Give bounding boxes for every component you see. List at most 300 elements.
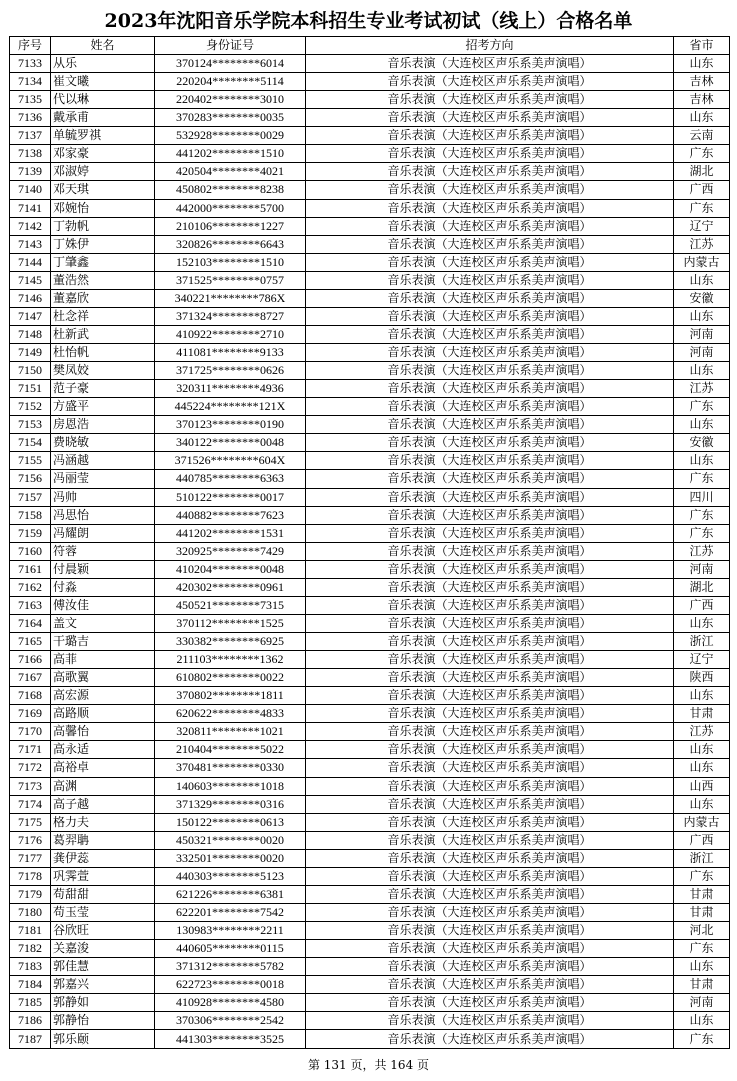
province-cell: 广东 <box>674 524 730 542</box>
name-cell: 费晓敏 <box>51 434 155 452</box>
name-cell: 关嘉浚 <box>51 940 155 958</box>
province-cell: 内蒙古 <box>674 253 730 271</box>
name-cell: 苟玉莹 <box>51 903 155 921</box>
major-cell: 音乐表演（大连校区声乐系美声演唱） <box>306 253 674 271</box>
major-cell: 音乐表演（大连校区声乐系美声演唱） <box>306 1012 674 1030</box>
major-cell: 音乐表演（大连校区声乐系美声演唱） <box>306 163 674 181</box>
header-name: 姓名 <box>51 37 155 55</box>
serial-number-cell: 7170 <box>10 723 51 741</box>
serial-number-cell: 7174 <box>10 795 51 813</box>
province-cell: 江苏 <box>674 235 730 253</box>
serial-number-cell: 7160 <box>10 542 51 560</box>
serial-number-cell: 7150 <box>10 362 51 380</box>
name-cell: 格力夫 <box>51 813 155 831</box>
id-number-cell: 445224********121X <box>155 398 306 416</box>
province-cell: 浙江 <box>674 849 730 867</box>
serial-number-cell: 7180 <box>10 903 51 921</box>
name-cell: 董嘉欣 <box>51 289 155 307</box>
table-row <box>10 813 730 831</box>
table-row <box>10 235 730 253</box>
table-row <box>10 578 730 596</box>
id-number-cell: 411081********9133 <box>155 344 306 362</box>
major-cell: 音乐表演（大连校区声乐系美声演唱） <box>306 452 674 470</box>
major-cell: 音乐表演（大连校区声乐系美声演唱） <box>306 235 674 253</box>
table-row <box>10 253 730 271</box>
name-cell: 邓淑婷 <box>51 163 155 181</box>
table-row <box>10 452 730 470</box>
name-cell: 郭佳慧 <box>51 958 155 976</box>
id-number-cell: 420302********0961 <box>155 578 306 596</box>
name-cell: 谷欣旺 <box>51 922 155 940</box>
serial-number-cell: 7144 <box>10 253 51 271</box>
major-cell: 音乐表演（大连校区声乐系美声演唱） <box>306 903 674 921</box>
table-row <box>10 687 730 705</box>
serial-number-cell: 7187 <box>10 1030 51 1049</box>
id-number-cell: 622201********7542 <box>155 903 306 921</box>
table-row <box>10 651 730 669</box>
id-number-cell: 371312********5782 <box>155 958 306 976</box>
table-row <box>10 434 730 452</box>
serial-number-cell: 7149 <box>10 344 51 362</box>
table-row <box>10 524 730 542</box>
serial-number-cell: 7138 <box>10 145 51 163</box>
name-cell: 郭静如 <box>51 994 155 1012</box>
id-number-cell: 420504********4021 <box>155 163 306 181</box>
table-row <box>10 325 730 343</box>
serial-number-cell: 7161 <box>10 560 51 578</box>
serial-number-cell: 7176 <box>10 831 51 849</box>
major-cell: 音乐表演（大连校区声乐系美声演唱） <box>306 289 674 307</box>
major-cell: 音乐表演（大连校区声乐系美声演唱） <box>306 777 674 795</box>
id-number-cell: 130983********2211 <box>155 922 306 940</box>
serial-number-cell: 7168 <box>10 687 51 705</box>
major-cell: 音乐表演（大连校区声乐系美声演唱） <box>306 633 674 651</box>
province-cell: 安徽 <box>674 289 730 307</box>
serial-number-cell: 7159 <box>10 524 51 542</box>
serial-number-cell: 7153 <box>10 416 51 434</box>
id-number-cell: 320811********1021 <box>155 723 306 741</box>
serial-number-cell: 7183 <box>10 958 51 976</box>
id-number-cell: 510122********0017 <box>155 488 306 506</box>
serial-number-cell: 7152 <box>10 398 51 416</box>
admission-list-table <box>9 36 730 1049</box>
name-cell: 杜怡帆 <box>51 344 155 362</box>
major-cell: 音乐表演（大连校区声乐系美声演唱） <box>306 217 674 235</box>
name-cell: 高歌翼 <box>51 669 155 687</box>
name-cell: 从乐 <box>51 55 155 73</box>
table-row <box>10 705 730 723</box>
serial-number-cell: 7163 <box>10 596 51 614</box>
name-cell: 房恩浩 <box>51 416 155 434</box>
province-cell: 河南 <box>674 560 730 578</box>
name-cell: 高渊 <box>51 777 155 795</box>
major-cell: 音乐表演（大连校区声乐系美声演唱） <box>306 795 674 813</box>
major-cell: 音乐表演（大连校区声乐系美声演唱） <box>306 596 674 614</box>
province-cell: 内蒙古 <box>674 813 730 831</box>
id-number-cell: 370112********1525 <box>155 614 306 632</box>
table-row <box>10 795 730 813</box>
serial-number-cell: 7137 <box>10 127 51 145</box>
serial-number-cell: 7151 <box>10 380 51 398</box>
id-number-cell: 610802********0022 <box>155 669 306 687</box>
table-row <box>10 109 730 127</box>
id-number-cell: 330382********6925 <box>155 633 306 651</box>
id-number-cell: 140603********1018 <box>155 777 306 795</box>
name-cell: 傅汝佳 <box>51 596 155 614</box>
id-number-cell: 371725********0626 <box>155 362 306 380</box>
name-cell: 董浩然 <box>51 271 155 289</box>
serial-number-cell: 7154 <box>10 434 51 452</box>
header-serial-number: 序号 <box>10 37 51 55</box>
province-cell: 广东 <box>674 940 730 958</box>
serial-number-cell: 7166 <box>10 651 51 669</box>
table-row <box>10 1030 730 1049</box>
name-cell: 付淼 <box>51 578 155 596</box>
province-cell: 山东 <box>674 307 730 325</box>
province-cell: 广西 <box>674 831 730 849</box>
name-cell: 邓婉怡 <box>51 199 155 217</box>
id-number-cell: 441202********1531 <box>155 524 306 542</box>
major-cell: 音乐表演（大连校区声乐系美声演唱） <box>306 181 674 199</box>
table-row <box>10 289 730 307</box>
id-number-cell: 370481********0330 <box>155 759 306 777</box>
table-row <box>10 145 730 163</box>
major-cell: 音乐表演（大连校区声乐系美声演唱） <box>306 470 674 488</box>
name-cell: 丁肇鑫 <box>51 253 155 271</box>
id-number-cell: 152103********1510 <box>155 253 306 271</box>
major-cell: 音乐表演（大连校区声乐系美声演唱） <box>306 145 674 163</box>
major-cell: 音乐表演（大连校区声乐系美声演唱） <box>306 687 674 705</box>
name-cell: 郭乐颐 <box>51 1030 155 1049</box>
province-cell: 山东 <box>674 795 730 813</box>
name-cell: 邓天琪 <box>51 181 155 199</box>
name-cell: 高宏源 <box>51 687 155 705</box>
province-cell: 甘肃 <box>674 885 730 903</box>
serial-number-cell: 7172 <box>10 759 51 777</box>
id-number-cell: 370124********6014 <box>155 55 306 73</box>
major-cell: 音乐表演（大连校区声乐系美声演唱） <box>306 614 674 632</box>
major-cell: 音乐表演（大连校区声乐系美声演唱） <box>306 524 674 542</box>
province-cell: 浙江 <box>674 633 730 651</box>
major-cell: 音乐表演（大连校区声乐系美声演唱） <box>306 723 674 741</box>
province-cell: 吉林 <box>674 91 730 109</box>
serial-number-cell: 7147 <box>10 307 51 325</box>
table-header-row <box>10 37 730 55</box>
province-cell: 辽宁 <box>674 217 730 235</box>
id-number-cell: 210106********1227 <box>155 217 306 235</box>
major-cell: 音乐表演（大连校区声乐系美声演唱） <box>306 669 674 687</box>
table-row <box>10 560 730 578</box>
table-row <box>10 669 730 687</box>
id-number-cell: 370802********1811 <box>155 687 306 705</box>
id-number-cell: 440785********6363 <box>155 470 306 488</box>
table-row <box>10 362 730 380</box>
table-row <box>10 398 730 416</box>
id-number-cell: 370306********2542 <box>155 1012 306 1030</box>
province-cell: 山东 <box>674 271 730 289</box>
table-row <box>10 91 730 109</box>
id-number-cell: 441303********3525 <box>155 1030 306 1049</box>
major-cell: 音乐表演（大连校区声乐系美声演唱） <box>306 380 674 398</box>
name-cell: 高馨怡 <box>51 723 155 741</box>
name-cell: 高路顺 <box>51 705 155 723</box>
serial-number-cell: 7156 <box>10 470 51 488</box>
serial-number-cell: 7139 <box>10 163 51 181</box>
major-cell: 音乐表演（大连校区声乐系美声演唱） <box>306 362 674 380</box>
major-cell: 音乐表演（大连校区声乐系美声演唱） <box>306 813 674 831</box>
serial-number-cell: 7164 <box>10 614 51 632</box>
table-row <box>10 831 730 849</box>
serial-number-cell: 7179 <box>10 885 51 903</box>
major-cell: 音乐表演（大连校区声乐系美声演唱） <box>306 542 674 560</box>
serial-number-cell: 7178 <box>10 867 51 885</box>
id-number-cell: 150122********0613 <box>155 813 306 831</box>
province-cell: 山东 <box>674 362 730 380</box>
id-number-cell: 442000********5700 <box>155 199 306 217</box>
province-cell: 广东 <box>674 506 730 524</box>
serial-number-cell: 7171 <box>10 741 51 759</box>
table-row <box>10 488 730 506</box>
serial-number-cell: 7135 <box>10 91 51 109</box>
major-cell: 音乐表演（大连校区声乐系美声演唱） <box>306 741 674 759</box>
province-cell: 吉林 <box>674 73 730 91</box>
table-row <box>10 940 730 958</box>
name-cell: 高菲 <box>51 651 155 669</box>
major-cell: 音乐表演（大连校区声乐系美声演唱） <box>306 109 674 127</box>
name-cell: 杜新武 <box>51 325 155 343</box>
name-cell: 盖文 <box>51 614 155 632</box>
province-cell: 河北 <box>674 922 730 940</box>
name-cell: 崔文曦 <box>51 73 155 91</box>
name-cell: 巩霁萱 <box>51 867 155 885</box>
table-row <box>10 633 730 651</box>
table-row <box>10 994 730 1012</box>
serial-number-cell: 7145 <box>10 271 51 289</box>
major-cell: 音乐表演（大连校区声乐系美声演唱） <box>306 578 674 596</box>
header-province: 省市 <box>674 37 730 55</box>
major-cell: 音乐表演（大连校区声乐系美声演唱） <box>306 506 674 524</box>
id-number-cell: 620622********4833 <box>155 705 306 723</box>
province-cell: 陕西 <box>674 669 730 687</box>
name-cell: 丁姝伊 <box>51 235 155 253</box>
serial-number-cell: 7169 <box>10 705 51 723</box>
province-cell: 山东 <box>674 452 730 470</box>
province-cell: 广东 <box>674 199 730 217</box>
province-cell: 甘肃 <box>674 705 730 723</box>
serial-number-cell: 7186 <box>10 1012 51 1030</box>
id-number-cell: 332501********0020 <box>155 849 306 867</box>
id-number-cell: 371525********0757 <box>155 271 306 289</box>
serial-number-cell: 7155 <box>10 452 51 470</box>
table-row <box>10 741 730 759</box>
id-number-cell: 371329********0316 <box>155 795 306 813</box>
major-cell: 音乐表演（大连校区声乐系美声演唱） <box>306 434 674 452</box>
province-cell: 辽宁 <box>674 651 730 669</box>
table-row <box>10 380 730 398</box>
name-cell: 高子越 <box>51 795 155 813</box>
name-cell: 郭嘉兴 <box>51 976 155 994</box>
id-number-cell: 371324********8727 <box>155 307 306 325</box>
major-cell: 音乐表演（大连校区声乐系美声演唱） <box>306 325 674 343</box>
major-cell: 音乐表演（大连校区声乐系美声演唱） <box>306 344 674 362</box>
page-number-footer: 第 131 页，共 164 页 <box>307 1058 430 1072</box>
table-row <box>10 867 730 885</box>
serial-number-cell: 7146 <box>10 289 51 307</box>
major-cell: 音乐表演（大连校区声乐系美声演唱） <box>306 199 674 217</box>
name-cell: 樊凤姣 <box>51 362 155 380</box>
serial-number-cell: 7184 <box>10 976 51 994</box>
id-number-cell: 370123********0190 <box>155 416 306 434</box>
serial-number-cell: 7158 <box>10 506 51 524</box>
province-cell: 江苏 <box>674 542 730 560</box>
table-row <box>10 217 730 235</box>
id-number-cell: 410928********4580 <box>155 994 306 1012</box>
major-cell: 音乐表演（大连校区声乐系美声演唱） <box>306 994 674 1012</box>
table-row <box>10 759 730 777</box>
name-cell: 冯耀朗 <box>51 524 155 542</box>
id-number-cell: 410922********2710 <box>155 325 306 343</box>
major-cell: 音乐表演（大连校区声乐系美声演唱） <box>306 1030 674 1049</box>
name-cell: 高裕卓 <box>51 759 155 777</box>
major-cell: 音乐表演（大连校区声乐系美声演唱） <box>306 271 674 289</box>
name-cell: 龚伊蕊 <box>51 849 155 867</box>
major-cell: 音乐表演（大连校区声乐系美声演唱） <box>306 651 674 669</box>
province-cell: 云南 <box>674 127 730 145</box>
serial-number-cell: 7157 <box>10 488 51 506</box>
id-number-cell: 450521********7315 <box>155 596 306 614</box>
province-cell: 广西 <box>674 181 730 199</box>
province-cell: 湖北 <box>674 578 730 596</box>
major-cell: 音乐表演（大连校区声乐系美声演唱） <box>306 560 674 578</box>
province-cell: 山东 <box>674 614 730 632</box>
table-row <box>10 958 730 976</box>
major-cell: 音乐表演（大连校区声乐系美声演唱） <box>306 705 674 723</box>
id-number-cell: 532928********0029 <box>155 127 306 145</box>
name-cell: 杜念祥 <box>51 307 155 325</box>
table-row <box>10 596 730 614</box>
province-cell: 甘肃 <box>674 903 730 921</box>
id-number-cell: 441202********1510 <box>155 145 306 163</box>
province-cell: 广东 <box>674 1030 730 1049</box>
serial-number-cell: 7140 <box>10 181 51 199</box>
id-number-cell: 440303********5123 <box>155 867 306 885</box>
id-number-cell: 340221********786X <box>155 289 306 307</box>
serial-number-cell: 7142 <box>10 217 51 235</box>
id-number-cell: 220204********5114 <box>155 73 306 91</box>
name-cell: 方盛平 <box>51 398 155 416</box>
serial-number-cell: 7133 <box>10 55 51 73</box>
serial-number-cell: 7173 <box>10 777 51 795</box>
name-cell: 范子豪 <box>51 380 155 398</box>
serial-number-cell: 7136 <box>10 109 51 127</box>
province-cell: 安徽 <box>674 434 730 452</box>
serial-number-cell: 7167 <box>10 669 51 687</box>
province-cell: 江苏 <box>674 380 730 398</box>
id-number-cell: 621226********6381 <box>155 885 306 903</box>
table-row <box>10 614 730 632</box>
name-cell: 冯丽莹 <box>51 470 155 488</box>
table-row <box>10 903 730 921</box>
name-cell: 干璐吉 <box>51 633 155 651</box>
table-row <box>10 55 730 73</box>
id-number-cell: 450802********8238 <box>155 181 306 199</box>
id-number-cell: 440882********7623 <box>155 506 306 524</box>
province-cell: 山东 <box>674 109 730 127</box>
table-row <box>10 723 730 741</box>
serial-number-cell: 7162 <box>10 578 51 596</box>
header-id-number: 身份证号 <box>155 37 306 55</box>
table-row <box>10 542 730 560</box>
id-number-cell: 410204********0048 <box>155 560 306 578</box>
table-row <box>10 163 730 181</box>
name-cell: 冯思怡 <box>51 506 155 524</box>
name-cell: 丁勃帆 <box>51 217 155 235</box>
id-number-cell: 450321********0020 <box>155 831 306 849</box>
major-cell: 音乐表演（大连校区声乐系美声演唱） <box>306 922 674 940</box>
name-cell: 葛羿聃 <box>51 831 155 849</box>
major-cell: 音乐表演（大连校区声乐系美声演唱） <box>306 55 674 73</box>
name-cell: 高永适 <box>51 741 155 759</box>
table-body <box>10 55 730 1049</box>
serial-number-cell: 7181 <box>10 922 51 940</box>
table-row <box>10 127 730 145</box>
table-row <box>10 199 730 217</box>
id-number-cell: 370283********0035 <box>155 109 306 127</box>
province-cell: 广东 <box>674 470 730 488</box>
province-cell: 山东 <box>674 741 730 759</box>
province-cell: 四川 <box>674 488 730 506</box>
major-cell: 音乐表演（大连校区声乐系美声演唱） <box>306 831 674 849</box>
province-cell: 山东 <box>674 416 730 434</box>
major-cell: 音乐表演（大连校区声乐系美声演唱） <box>306 759 674 777</box>
name-cell: 付晨颖 <box>51 560 155 578</box>
name-cell: 郭静怡 <box>51 1012 155 1030</box>
major-cell: 音乐表演（大连校区声乐系美声演唱） <box>306 976 674 994</box>
major-cell: 音乐表演（大连校区声乐系美声演唱） <box>306 127 674 145</box>
serial-number-cell: 7148 <box>10 325 51 343</box>
major-cell: 音乐表演（大连校区声乐系美声演唱） <box>306 958 674 976</box>
major-cell: 音乐表演（大连校区声乐系美声演唱） <box>306 307 674 325</box>
table-row <box>10 885 730 903</box>
id-number-cell: 371526********604X <box>155 452 306 470</box>
table-row <box>10 73 730 91</box>
major-cell: 音乐表演（大连校区声乐系美声演唱） <box>306 91 674 109</box>
table-row <box>10 849 730 867</box>
province-cell: 河南 <box>674 325 730 343</box>
document-title: 2023年沈阳音乐学院本科招生专业考试初试（线上）合格名单 <box>104 10 633 32</box>
name-cell: 单毓罗祺 <box>51 127 155 145</box>
province-cell: 山东 <box>674 687 730 705</box>
name-cell: 符蓉 <box>51 542 155 560</box>
id-number-cell: 211103********1362 <box>155 651 306 669</box>
province-cell: 山东 <box>674 958 730 976</box>
name-cell: 邓家豪 <box>51 145 155 163</box>
serial-number-cell: 7165 <box>10 633 51 651</box>
province-cell: 山东 <box>674 759 730 777</box>
serial-number-cell: 7143 <box>10 235 51 253</box>
id-number-cell: 622723********0018 <box>155 976 306 994</box>
table-row <box>10 344 730 362</box>
name-cell: 代以琳 <box>51 91 155 109</box>
id-number-cell: 440605********0115 <box>155 940 306 958</box>
table-row <box>10 181 730 199</box>
id-number-cell: 340122********0048 <box>155 434 306 452</box>
province-cell: 山西 <box>674 777 730 795</box>
header-major: 招考方向 <box>306 37 674 55</box>
province-cell: 广东 <box>674 398 730 416</box>
province-cell: 山东 <box>674 1012 730 1030</box>
id-number-cell: 320925********7429 <box>155 542 306 560</box>
